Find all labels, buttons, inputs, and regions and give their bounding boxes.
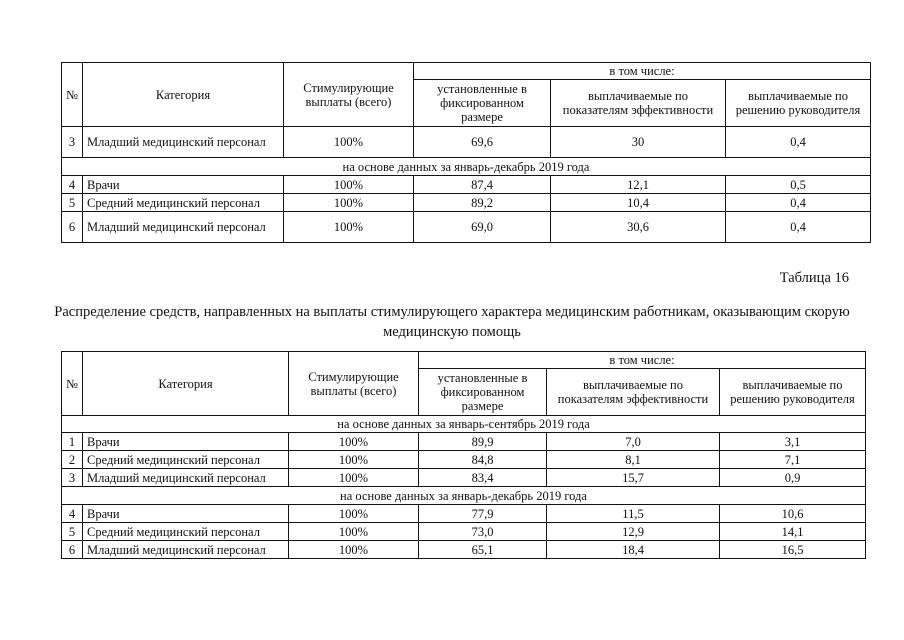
cell-manager: 0,4 <box>726 212 871 243</box>
cell-total: 100% <box>284 127 414 158</box>
cell-num: 4 <box>62 505 83 523</box>
table-row <box>62 505 866 523</box>
header-fixed: установленные в фиксированном размере <box>414 80 551 127</box>
cell-total: 100% <box>289 505 419 523</box>
header-total: Стимулирующие выплаты (всего) <box>284 63 414 127</box>
cell-fixed: 65,1 <box>419 541 547 559</box>
cell-num: 3 <box>62 127 83 158</box>
section-row <box>62 158 871 176</box>
cell-manager: 0,4 <box>726 127 871 158</box>
cell-fixed: 69,6 <box>414 127 551 158</box>
table-16-label: Таблица 16 <box>779 270 849 286</box>
table-row <box>62 469 866 487</box>
table-15-body <box>62 127 871 243</box>
section-row <box>62 487 866 505</box>
cell-fixed: 89,2 <box>414 194 551 212</box>
cell-category: Врачи <box>83 505 289 523</box>
cell-num: 4 <box>62 176 83 194</box>
cell-num: 6 <box>62 212 83 243</box>
cell-fixed: 69,0 <box>414 212 551 243</box>
cell-fixed: 84,8 <box>419 451 547 469</box>
table-row <box>62 176 871 194</box>
cell-fixed: 87,4 <box>414 176 551 194</box>
table-row <box>62 194 871 212</box>
cell-performance: 15,7 <box>547 469 720 487</box>
cell-num: 1 <box>62 433 83 451</box>
header-including: в том числе: <box>419 352 866 369</box>
cell-performance: 18,4 <box>547 541 720 559</box>
section-row <box>62 416 866 433</box>
cell-total: 100% <box>284 194 414 212</box>
cell-total: 100% <box>289 541 419 559</box>
cell-num: 5 <box>62 194 83 212</box>
cell-manager: 16,5 <box>720 541 866 559</box>
cell-total: 100% <box>289 523 419 541</box>
cell-total: 100% <box>284 176 414 194</box>
section-label: на основе данных за январь-декабрь 2019 года <box>62 487 866 505</box>
header-fixed: установленные в фиксированном размере <box>419 369 547 416</box>
cell-num: 6 <box>62 541 83 559</box>
cell-manager: 10,6 <box>720 505 866 523</box>
header-manager: выплачиваемые по решению руководителя <box>720 369 866 416</box>
cell-performance: 30 <box>551 127 726 158</box>
cell-performance: 8,1 <box>547 451 720 469</box>
cell-performance: 30,6 <box>551 212 726 243</box>
header-num: № <box>62 63 83 127</box>
cell-manager: 0,9 <box>720 469 866 487</box>
table-16-title: Распределение средств, направленных на выплаты стимулирующего характера медицинским работникам, оказывающим скорую медицинскую помощь <box>54 304 850 340</box>
cell-category: Средний медицинский персонал <box>83 451 289 469</box>
cell-fixed: 73,0 <box>419 523 547 541</box>
table-row <box>62 541 866 559</box>
cell-manager: 3,1 <box>720 433 866 451</box>
cell-category: Младший медицинский персонал <box>83 541 289 559</box>
cell-total: 100% <box>289 469 419 487</box>
cell-total: 100% <box>284 212 414 243</box>
header-num: № <box>62 352 83 416</box>
cell-category: Средний медицинский персонал <box>83 523 289 541</box>
cell-fixed: 89,9 <box>419 433 547 451</box>
table-row <box>62 127 871 158</box>
table-row <box>62 433 866 451</box>
cell-fixed: 77,9 <box>419 505 547 523</box>
cell-performance: 12,1 <box>551 176 726 194</box>
table-15-continuation <box>61 62 871 243</box>
section-label: на основе данных за январь-сентябрь 2019 года <box>62 416 866 433</box>
table-row <box>62 523 866 541</box>
cell-category: Врачи <box>83 176 284 194</box>
table-16-header <box>62 352 866 416</box>
cell-manager: 0,4 <box>726 194 871 212</box>
cell-category: Средний медицинский персонал <box>83 194 284 212</box>
cell-num: 2 <box>62 451 83 469</box>
header-category: Категория <box>83 63 284 127</box>
cell-performance: 12,9 <box>547 523 720 541</box>
cell-category: Младший медицинский персонал <box>83 127 284 158</box>
table-15-header <box>62 63 871 127</box>
header-total: Стимулирующие выплаты (всего) <box>289 352 419 416</box>
cell-performance: 7,0 <box>547 433 720 451</box>
header-performance: выплачиваемые по показателям эффективности <box>551 80 726 127</box>
cell-manager: 14,1 <box>720 523 866 541</box>
cell-manager: 0,5 <box>726 176 871 194</box>
cell-category: Младший медицинский персонал <box>83 212 284 243</box>
cell-num: 5 <box>62 523 83 541</box>
section-label: на основе данных за январь-декабрь 2019 года <box>62 158 871 176</box>
cell-num: 3 <box>62 469 83 487</box>
header-category: Категория <box>83 352 289 416</box>
table-16-body <box>62 416 866 559</box>
cell-total: 100% <box>289 451 419 469</box>
cell-category: Врачи <box>83 433 289 451</box>
header-manager: выплачиваемые по решению руководителя <box>726 80 871 127</box>
cell-performance: 10,4 <box>551 194 726 212</box>
cell-manager: 7,1 <box>720 451 866 469</box>
header-performance: выплачиваемые по показателям эффективности <box>547 369 720 416</box>
cell-performance: 11,5 <box>547 505 720 523</box>
table-row <box>62 212 871 243</box>
table-row <box>62 451 866 469</box>
cell-total: 100% <box>289 433 419 451</box>
table-16 <box>61 351 866 559</box>
header-including: в том числе: <box>414 63 871 80</box>
cell-fixed: 83,4 <box>419 469 547 487</box>
cell-category: Младший медицинский персонал <box>83 469 289 487</box>
